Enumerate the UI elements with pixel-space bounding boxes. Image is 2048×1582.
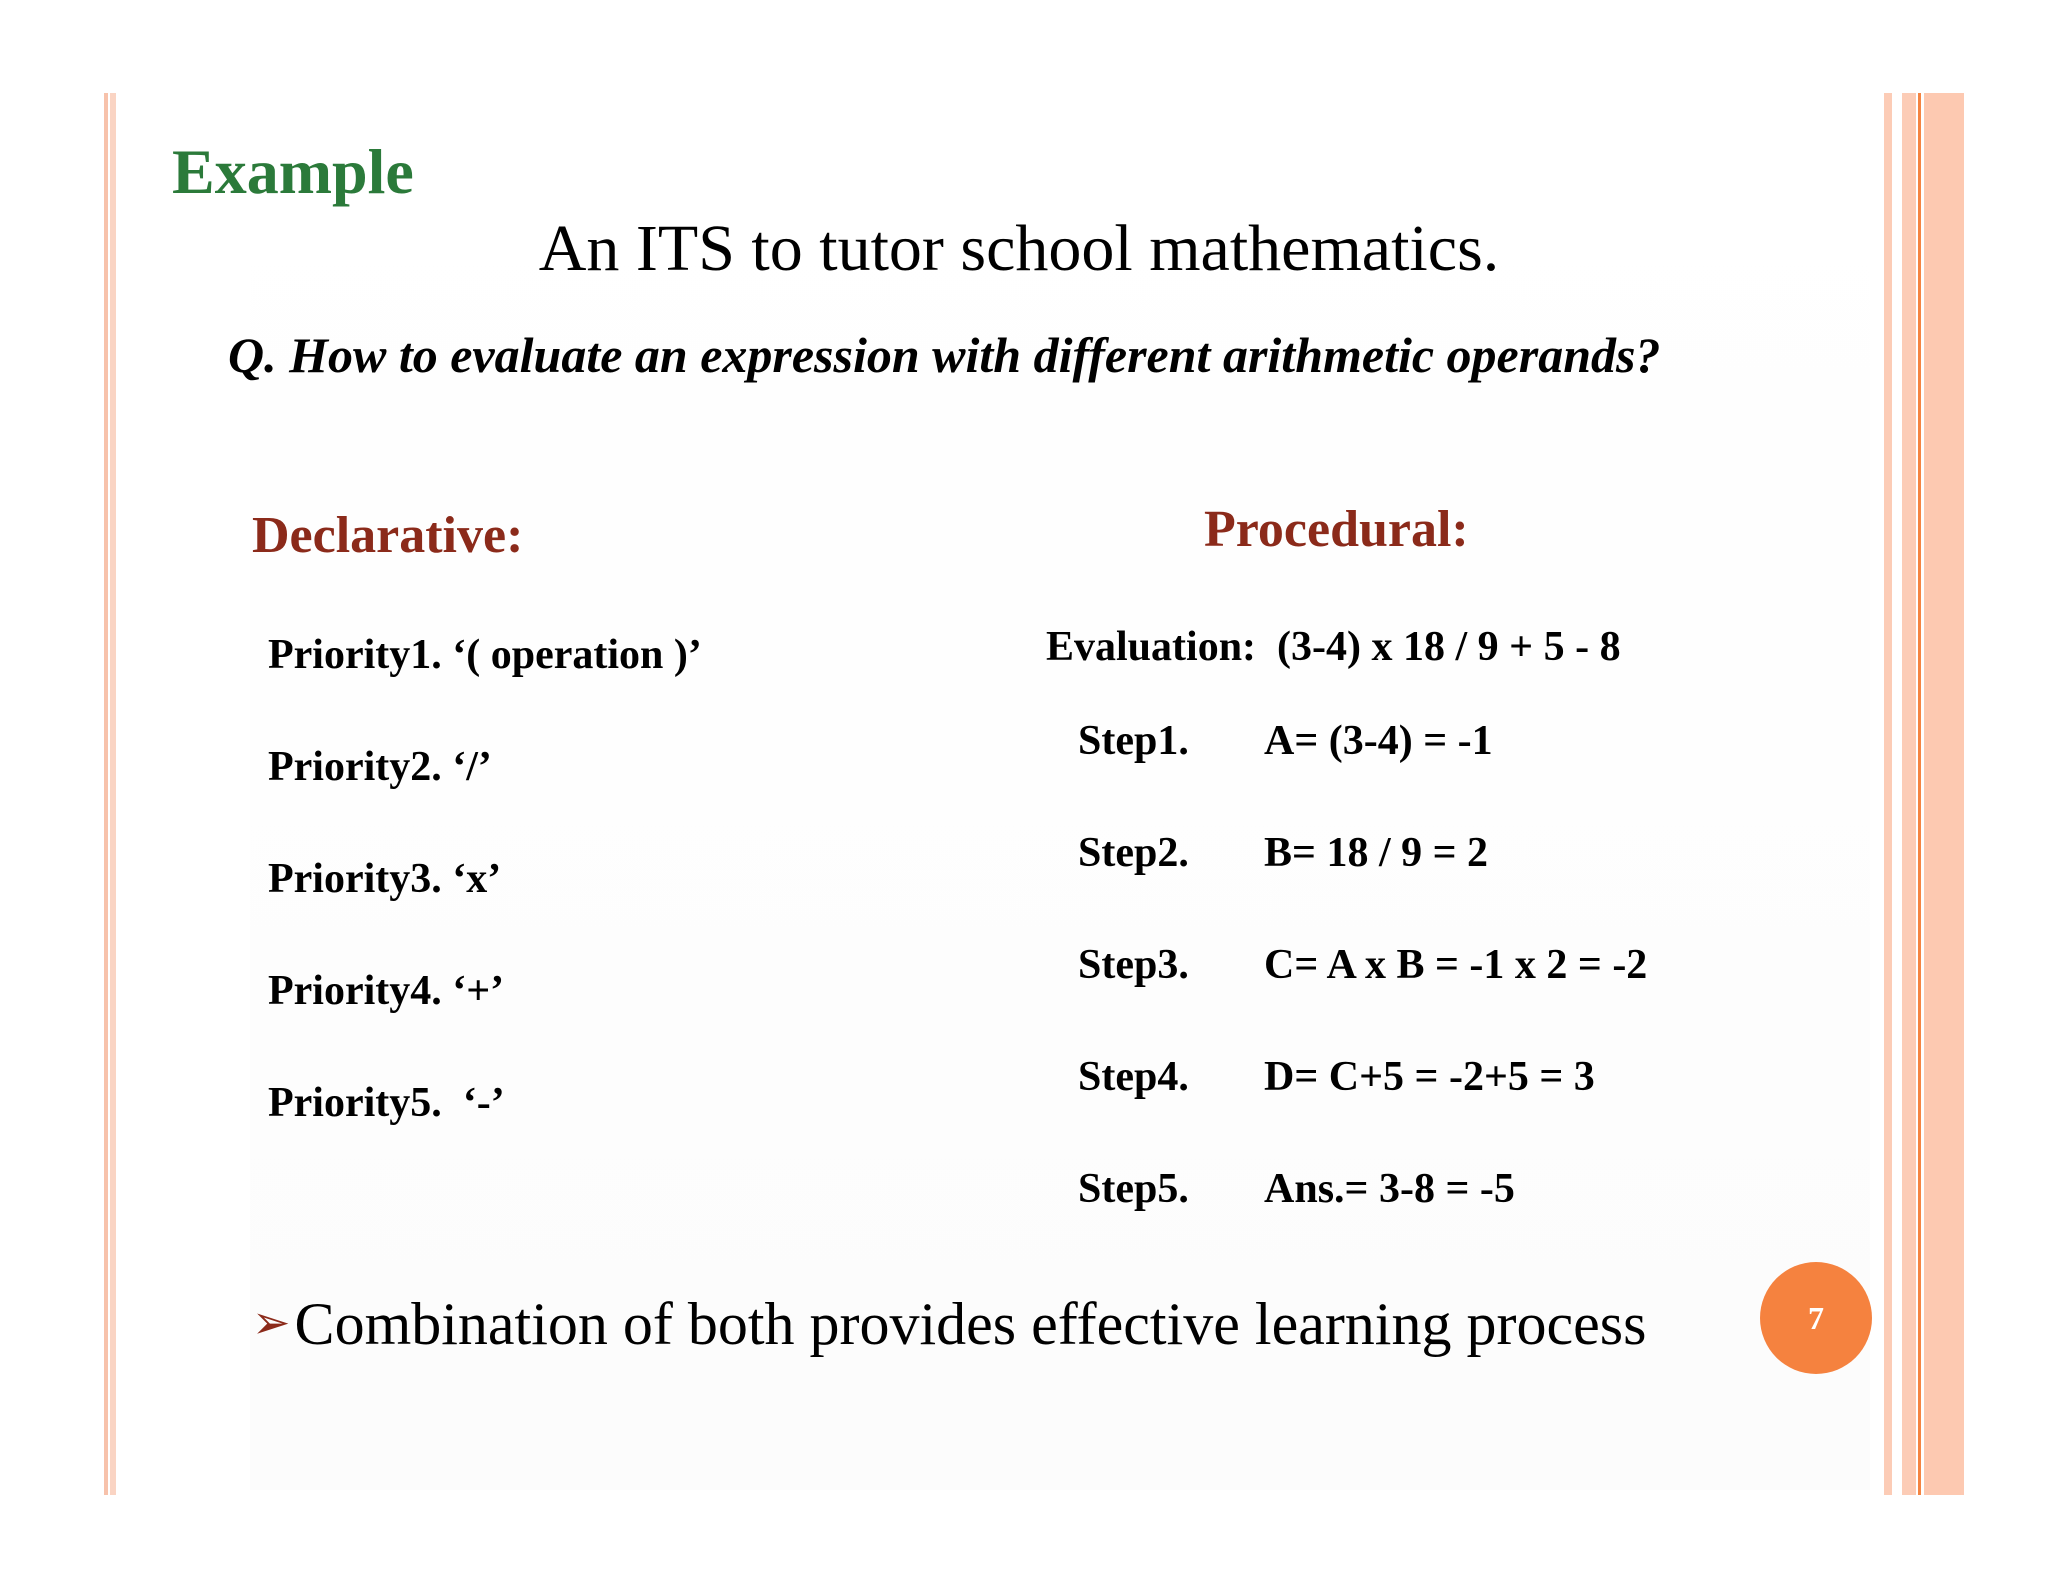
question-text: Q. How to evaluate an expression with different arithmetic operands? bbox=[228, 327, 1661, 383]
right-border-band bbox=[1924, 93, 1964, 1495]
step-expression: C= A x B = -1 x 2 = -2 bbox=[1264, 942, 1648, 988]
procedural-heading: Procedural: bbox=[1204, 501, 1469, 558]
summary-bullet bbox=[252, 1291, 1647, 1357]
page-number-badge: 7 bbox=[1760, 1262, 1872, 1374]
priority-item: Priority5. ‘-’ bbox=[268, 1080, 505, 1126]
declarative-heading: Declarative: bbox=[252, 507, 524, 564]
step-label: Step1. bbox=[1078, 718, 1189, 764]
right-border-accent-line bbox=[1918, 93, 1921, 1495]
priority-item: Priority2. ‘/’ bbox=[268, 744, 492, 790]
slide-title: Example bbox=[172, 136, 414, 207]
step-label: Step4. bbox=[1078, 1054, 1189, 1100]
priority-item: Priority4. ‘+’ bbox=[268, 968, 505, 1014]
slide-subtitle-text: An ITS to tutor school mathematics. bbox=[538, 212, 1500, 285]
step-label: Step3. bbox=[1078, 942, 1189, 988]
summary-bullet-text: Combination of both provides effective learning process bbox=[294, 1291, 1647, 1357]
step-expression: D= C+5 = -2+5 = 3 bbox=[1264, 1054, 1595, 1100]
step-expression: Ans.= 3-8 = -5 bbox=[1264, 1166, 1515, 1212]
right-border-band bbox=[1902, 93, 1916, 1495]
evaluation-expression: Evaluation: (3-4) x 18 / 9 + 5 - 8 bbox=[1046, 624, 1621, 670]
step-label: Step2. bbox=[1078, 830, 1189, 876]
left-border-line-inner bbox=[110, 93, 116, 1495]
arrow-bullet-icon: ➢ bbox=[252, 1295, 291, 1349]
priority-item: Priority3. ‘x’ bbox=[268, 856, 502, 902]
priority-item: Priority1. ‘( operation )’ bbox=[268, 632, 702, 678]
left-border-line bbox=[104, 93, 108, 1495]
step-expression: B= 18 / 9 = 2 bbox=[1264, 830, 1489, 876]
step-label: Step5. bbox=[1078, 1166, 1189, 1212]
right-border-band bbox=[1884, 93, 1892, 1495]
slide-subtitle bbox=[0, 212, 2048, 285]
step-expression: A= (3-4) = -1 bbox=[1264, 718, 1493, 764]
